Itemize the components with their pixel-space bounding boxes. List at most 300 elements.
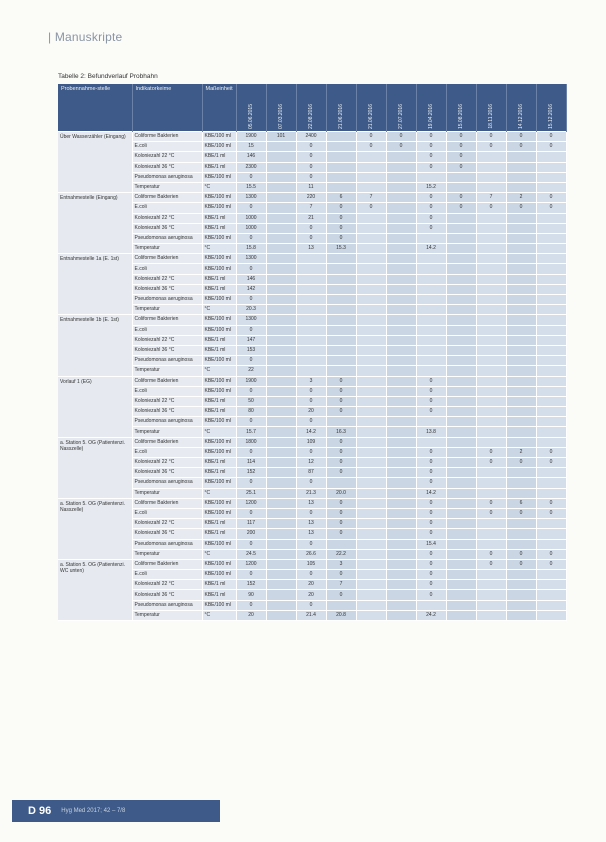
value-cell — [326, 315, 356, 325]
value-cell: 0 — [536, 498, 566, 508]
value-cell — [326, 274, 356, 284]
value-cell — [506, 396, 536, 406]
table-row — [58, 335, 566, 345]
value-cell: 114 — [236, 458, 266, 468]
value-cell — [476, 325, 506, 335]
value-cell — [506, 223, 536, 233]
value-cell — [416, 295, 446, 305]
value-cell: 15 — [236, 142, 266, 152]
value-cell — [326, 264, 356, 274]
header-date-label: 07.03.2016 — [278, 103, 284, 129]
value-cell — [506, 345, 536, 355]
value-cell — [446, 529, 476, 539]
value-cell — [386, 223, 416, 233]
header-date — [326, 84, 356, 132]
sampling-site-cell: Entnahmestelle (Eingang) — [58, 193, 132, 254]
value-cell: 0 — [476, 498, 506, 508]
value-cell — [536, 172, 566, 182]
value-cell — [536, 182, 566, 192]
indicator-cell: E.coli — [132, 570, 202, 580]
value-cell: 13 — [296, 498, 326, 508]
value-cell — [266, 407, 296, 417]
value-cell: 0 — [326, 376, 356, 386]
value-cell: 13 — [296, 244, 326, 254]
value-cell — [416, 274, 446, 284]
indicator-cell: E.coli — [132, 203, 202, 213]
value-cell — [506, 366, 536, 376]
value-cell — [266, 447, 296, 457]
header-date-label: 19.04.2016 — [428, 103, 434, 129]
value-cell: 0 — [536, 549, 566, 559]
value-cell: 0 — [236, 233, 266, 243]
value-cell: 3 — [296, 376, 326, 386]
value-cell — [536, 315, 566, 325]
indicator-cell: Pseudomonas aeruginosa — [132, 539, 202, 549]
value-cell — [536, 366, 566, 376]
value-cell: 0 — [296, 478, 326, 488]
value-cell — [356, 478, 386, 488]
value-cell — [536, 376, 566, 386]
value-cell — [266, 315, 296, 325]
value-cell — [266, 305, 296, 315]
table-row — [58, 488, 566, 498]
table-row — [58, 254, 566, 264]
value-cell: 0 — [476, 142, 506, 152]
value-cell — [476, 600, 506, 610]
table-row — [58, 284, 566, 294]
value-cell — [536, 570, 566, 580]
value-cell — [326, 335, 356, 345]
value-cell: 146 — [236, 152, 266, 162]
value-cell — [266, 182, 296, 192]
sampling-site-cell: a. Station 5. OG (Patientenzi. Nasszelle) — [58, 437, 132, 498]
table-row — [58, 264, 566, 274]
value-cell: 2400 — [296, 132, 326, 142]
value-cell — [356, 254, 386, 264]
value-cell: 15.4 — [416, 539, 446, 549]
value-cell — [386, 437, 416, 447]
value-cell: 0 — [506, 203, 536, 213]
value-cell — [506, 570, 536, 580]
indicator-cell: Temperatur — [132, 366, 202, 376]
value-cell: 0 — [296, 539, 326, 549]
value-cell — [266, 325, 296, 335]
value-cell: 0 — [296, 600, 326, 610]
value-cell — [356, 437, 386, 447]
value-cell — [476, 172, 506, 182]
value-cell — [266, 549, 296, 559]
value-cell: 147 — [236, 335, 266, 345]
value-cell — [536, 356, 566, 366]
value-cell — [356, 233, 386, 243]
value-cell — [446, 295, 476, 305]
value-cell — [416, 356, 446, 366]
value-cell: 0 — [236, 172, 266, 182]
indicator-cell: Pseudomonas aeruginosa — [132, 356, 202, 366]
value-cell: 1800 — [236, 437, 266, 447]
value-cell — [476, 233, 506, 243]
value-cell — [386, 152, 416, 162]
value-cell: 0 — [326, 233, 356, 243]
value-cell — [266, 142, 296, 152]
value-cell: 0 — [476, 203, 506, 213]
value-cell: 0 — [416, 152, 446, 162]
header-date — [416, 84, 446, 132]
value-cell — [446, 182, 476, 192]
value-cell — [386, 295, 416, 305]
running-header: | Manuskripte — [48, 30, 123, 44]
indicator-cell: Koloniezahl 36 °C — [132, 468, 202, 478]
value-cell — [476, 213, 506, 223]
value-cell: 15.7 — [236, 427, 266, 437]
value-cell: 142 — [236, 284, 266, 294]
value-cell — [476, 417, 506, 427]
value-cell: 0 — [236, 264, 266, 274]
value-cell: 0 — [476, 559, 506, 569]
value-cell — [506, 519, 536, 529]
indicator-cell: Pseudomonas aeruginosa — [132, 295, 202, 305]
value-cell — [536, 417, 566, 427]
value-cell — [446, 305, 476, 315]
value-cell — [476, 519, 506, 529]
unit-cell: KBE/1 ml — [202, 284, 236, 294]
value-cell: 0 — [236, 447, 266, 457]
value-cell — [296, 356, 326, 366]
value-cell — [416, 600, 446, 610]
value-cell: 152 — [236, 468, 266, 478]
value-cell — [476, 345, 506, 355]
unit-cell: KBE/100 ml — [202, 295, 236, 305]
value-cell: 87 — [296, 468, 326, 478]
value-cell: 21 — [296, 213, 326, 223]
indicator-cell: Temperatur — [132, 427, 202, 437]
table-row — [58, 529, 566, 539]
value-cell — [356, 366, 386, 376]
value-cell — [446, 549, 476, 559]
value-cell — [386, 396, 416, 406]
value-cell: 0 — [536, 203, 566, 213]
value-cell — [356, 274, 386, 284]
value-cell: 0 — [326, 508, 356, 518]
value-cell — [476, 396, 506, 406]
indicator-cell: Koloniezahl 22 °C — [132, 396, 202, 406]
value-cell: 0 — [416, 508, 446, 518]
value-cell — [536, 274, 566, 284]
value-cell: 0 — [326, 447, 356, 457]
value-cell — [386, 519, 416, 529]
value-cell — [386, 458, 416, 468]
value-cell — [416, 366, 446, 376]
value-cell — [476, 366, 506, 376]
unit-cell: KBE/100 ml — [202, 254, 236, 264]
unit-cell: KBE/100 ml — [202, 142, 236, 152]
unit-cell: KBE/1 ml — [202, 213, 236, 223]
value-cell — [356, 396, 386, 406]
value-cell — [536, 478, 566, 488]
value-cell — [386, 590, 416, 600]
value-cell — [536, 396, 566, 406]
value-cell — [506, 376, 536, 386]
value-cell — [356, 458, 386, 468]
value-cell: 50 — [236, 396, 266, 406]
value-cell — [326, 600, 356, 610]
unit-cell: °C — [202, 366, 236, 376]
value-cell: 0 — [296, 162, 326, 172]
table-row — [58, 427, 566, 437]
value-cell — [446, 172, 476, 182]
value-cell — [326, 478, 356, 488]
value-cell — [266, 203, 296, 213]
value-cell — [386, 345, 416, 355]
indicator-cell: Koloniezahl 22 °C — [132, 274, 202, 284]
value-cell — [446, 407, 476, 417]
value-cell — [356, 284, 386, 294]
value-cell — [296, 295, 326, 305]
table-row — [58, 447, 566, 457]
value-cell — [386, 427, 416, 437]
value-cell — [476, 529, 506, 539]
value-cell: 0 — [236, 295, 266, 305]
value-cell — [356, 417, 386, 427]
value-cell — [326, 152, 356, 162]
value-cell — [386, 559, 416, 569]
value-cell — [536, 437, 566, 447]
value-cell — [446, 559, 476, 569]
value-cell — [266, 366, 296, 376]
unit-cell: KBE/100 ml — [202, 376, 236, 386]
value-cell: 0 — [326, 519, 356, 529]
value-cell — [476, 315, 506, 325]
value-cell — [356, 407, 386, 417]
value-cell — [446, 447, 476, 457]
indicator-cell: E.coli — [132, 508, 202, 518]
value-cell: 0 — [536, 458, 566, 468]
value-cell: 22.2 — [326, 549, 356, 559]
value-cell — [296, 325, 326, 335]
value-cell: 0 — [506, 142, 536, 152]
value-cell — [266, 274, 296, 284]
value-cell — [266, 529, 296, 539]
value-cell — [356, 162, 386, 172]
value-cell — [266, 162, 296, 172]
value-cell: 0 — [296, 142, 326, 152]
value-cell — [266, 356, 296, 366]
value-cell: 0 — [236, 570, 266, 580]
value-cell: 13.8 — [416, 427, 446, 437]
value-cell: 0 — [386, 132, 416, 142]
value-cell — [446, 417, 476, 427]
value-cell — [356, 529, 386, 539]
value-cell: 22 — [236, 366, 266, 376]
value-cell — [296, 335, 326, 345]
value-cell — [356, 223, 386, 233]
value-cell — [266, 223, 296, 233]
value-cell — [386, 162, 416, 172]
header-date — [266, 84, 296, 132]
table-row — [58, 152, 566, 162]
value-cell: 0 — [416, 132, 446, 142]
table-row — [58, 366, 566, 376]
value-cell: 0 — [326, 396, 356, 406]
value-cell — [386, 325, 416, 335]
value-cell — [506, 274, 536, 284]
value-cell — [326, 182, 356, 192]
value-cell — [446, 274, 476, 284]
value-cell — [446, 539, 476, 549]
value-cell — [326, 162, 356, 172]
value-cell — [446, 600, 476, 610]
value-cell: 0 — [326, 223, 356, 233]
unit-cell: KBE/100 ml — [202, 478, 236, 488]
value-cell — [356, 600, 386, 610]
value-cell — [416, 417, 446, 427]
value-cell — [506, 172, 536, 182]
value-cell: 0 — [476, 508, 506, 518]
value-cell — [506, 284, 536, 294]
unit-cell: KBE/100 ml — [202, 315, 236, 325]
unit-cell: KBE/1 ml — [202, 580, 236, 590]
unit-cell: KBE/1 ml — [202, 162, 236, 172]
value-cell — [266, 335, 296, 345]
value-cell: 0 — [536, 193, 566, 203]
value-cell: 0 — [506, 458, 536, 468]
value-cell: 0 — [416, 468, 446, 478]
value-cell — [476, 162, 506, 172]
value-cell — [266, 468, 296, 478]
value-cell — [446, 356, 476, 366]
value-cell — [536, 600, 566, 610]
table-row — [58, 244, 566, 254]
value-cell: 20.8 — [326, 610, 356, 620]
value-cell: 220 — [296, 193, 326, 203]
value-cell — [476, 610, 506, 620]
value-cell: 0 — [326, 468, 356, 478]
value-cell — [506, 590, 536, 600]
value-cell — [416, 335, 446, 345]
value-cell — [266, 580, 296, 590]
value-cell: 1200 — [236, 559, 266, 569]
unit-cell: KBE/1 ml — [202, 529, 236, 539]
value-cell: 0 — [356, 142, 386, 152]
value-cell — [506, 335, 536, 345]
value-cell — [356, 295, 386, 305]
indicator-cell: Pseudomonas aeruginosa — [132, 417, 202, 427]
table-row — [58, 132, 566, 142]
header-date-label: 18.11.2016 — [488, 104, 494, 129]
value-cell — [416, 172, 446, 182]
value-cell — [356, 305, 386, 315]
table-row — [58, 233, 566, 243]
value-cell: 24.5 — [236, 549, 266, 559]
indicator-cell: Coliforme Bakterien — [132, 376, 202, 386]
value-cell — [506, 152, 536, 162]
value-cell — [536, 610, 566, 620]
value-cell — [296, 284, 326, 294]
value-cell — [476, 182, 506, 192]
value-cell: 0 — [416, 478, 446, 488]
value-cell — [536, 488, 566, 498]
value-cell — [266, 570, 296, 580]
indicator-cell: Koloniezahl 36 °C — [132, 529, 202, 539]
value-cell: 7 — [326, 580, 356, 590]
value-cell — [356, 539, 386, 549]
value-cell: 7 — [476, 193, 506, 203]
value-cell — [386, 274, 416, 284]
value-cell — [476, 254, 506, 264]
value-cell — [536, 223, 566, 233]
header-date — [236, 84, 266, 132]
value-cell: 20 — [236, 610, 266, 620]
value-cell — [356, 152, 386, 162]
table-caption: Tabelle 2: Befundverlauf Probhahn — [58, 73, 158, 80]
value-cell — [446, 345, 476, 355]
header-date-label: 15.08.2016 — [458, 103, 464, 129]
table-row — [58, 498, 566, 508]
value-cell — [446, 366, 476, 376]
value-cell — [506, 356, 536, 366]
value-cell — [266, 172, 296, 182]
table-row — [58, 295, 566, 305]
indicator-cell: Koloniezahl 36 °C — [132, 590, 202, 600]
value-cell: 0 — [476, 447, 506, 457]
indicator-cell: Coliforme Bakterien — [132, 437, 202, 447]
indicator-cell: E.coli — [132, 447, 202, 457]
value-cell — [266, 610, 296, 620]
table-row — [58, 417, 566, 427]
value-cell: 1000 — [236, 223, 266, 233]
value-cell — [356, 580, 386, 590]
value-cell — [326, 345, 356, 355]
value-cell — [416, 233, 446, 243]
value-cell — [506, 610, 536, 620]
value-cell: 0 — [416, 223, 446, 233]
value-cell — [356, 570, 386, 580]
table-row — [58, 407, 566, 417]
table-row — [58, 356, 566, 366]
value-cell: 1000 — [236, 213, 266, 223]
indicator-cell: Koloniezahl 36 °C — [132, 345, 202, 355]
value-cell: 24.2 — [416, 610, 446, 620]
value-cell — [536, 264, 566, 274]
value-cell — [416, 264, 446, 274]
value-cell — [356, 386, 386, 396]
value-cell — [326, 132, 356, 142]
header-date-label: 15.12.2016 — [548, 103, 554, 129]
value-cell: 0 — [326, 203, 356, 213]
value-cell: 153 — [236, 345, 266, 355]
value-cell — [506, 182, 536, 192]
page-number: D 96 — [28, 805, 52, 817]
indicator-cell: Pseudomonas aeruginosa — [132, 233, 202, 243]
table-row — [58, 610, 566, 620]
value-cell — [386, 600, 416, 610]
header-date-label: 27.07.2016 — [398, 103, 404, 129]
value-cell — [356, 427, 386, 437]
value-cell — [476, 386, 506, 396]
value-cell — [356, 356, 386, 366]
value-cell — [536, 284, 566, 294]
sampling-site-cell: Entnahmestelle 1b (E. 1st) — [58, 315, 132, 376]
table-row — [58, 600, 566, 610]
value-cell: 15.8 — [236, 244, 266, 254]
value-cell: 0 — [506, 132, 536, 142]
indicator-cell: E.coli — [132, 142, 202, 152]
value-cell: 0 — [416, 590, 446, 600]
value-cell: 0 — [236, 478, 266, 488]
value-cell: 0 — [416, 498, 446, 508]
value-cell: 0 — [536, 559, 566, 569]
value-cell — [326, 305, 356, 315]
